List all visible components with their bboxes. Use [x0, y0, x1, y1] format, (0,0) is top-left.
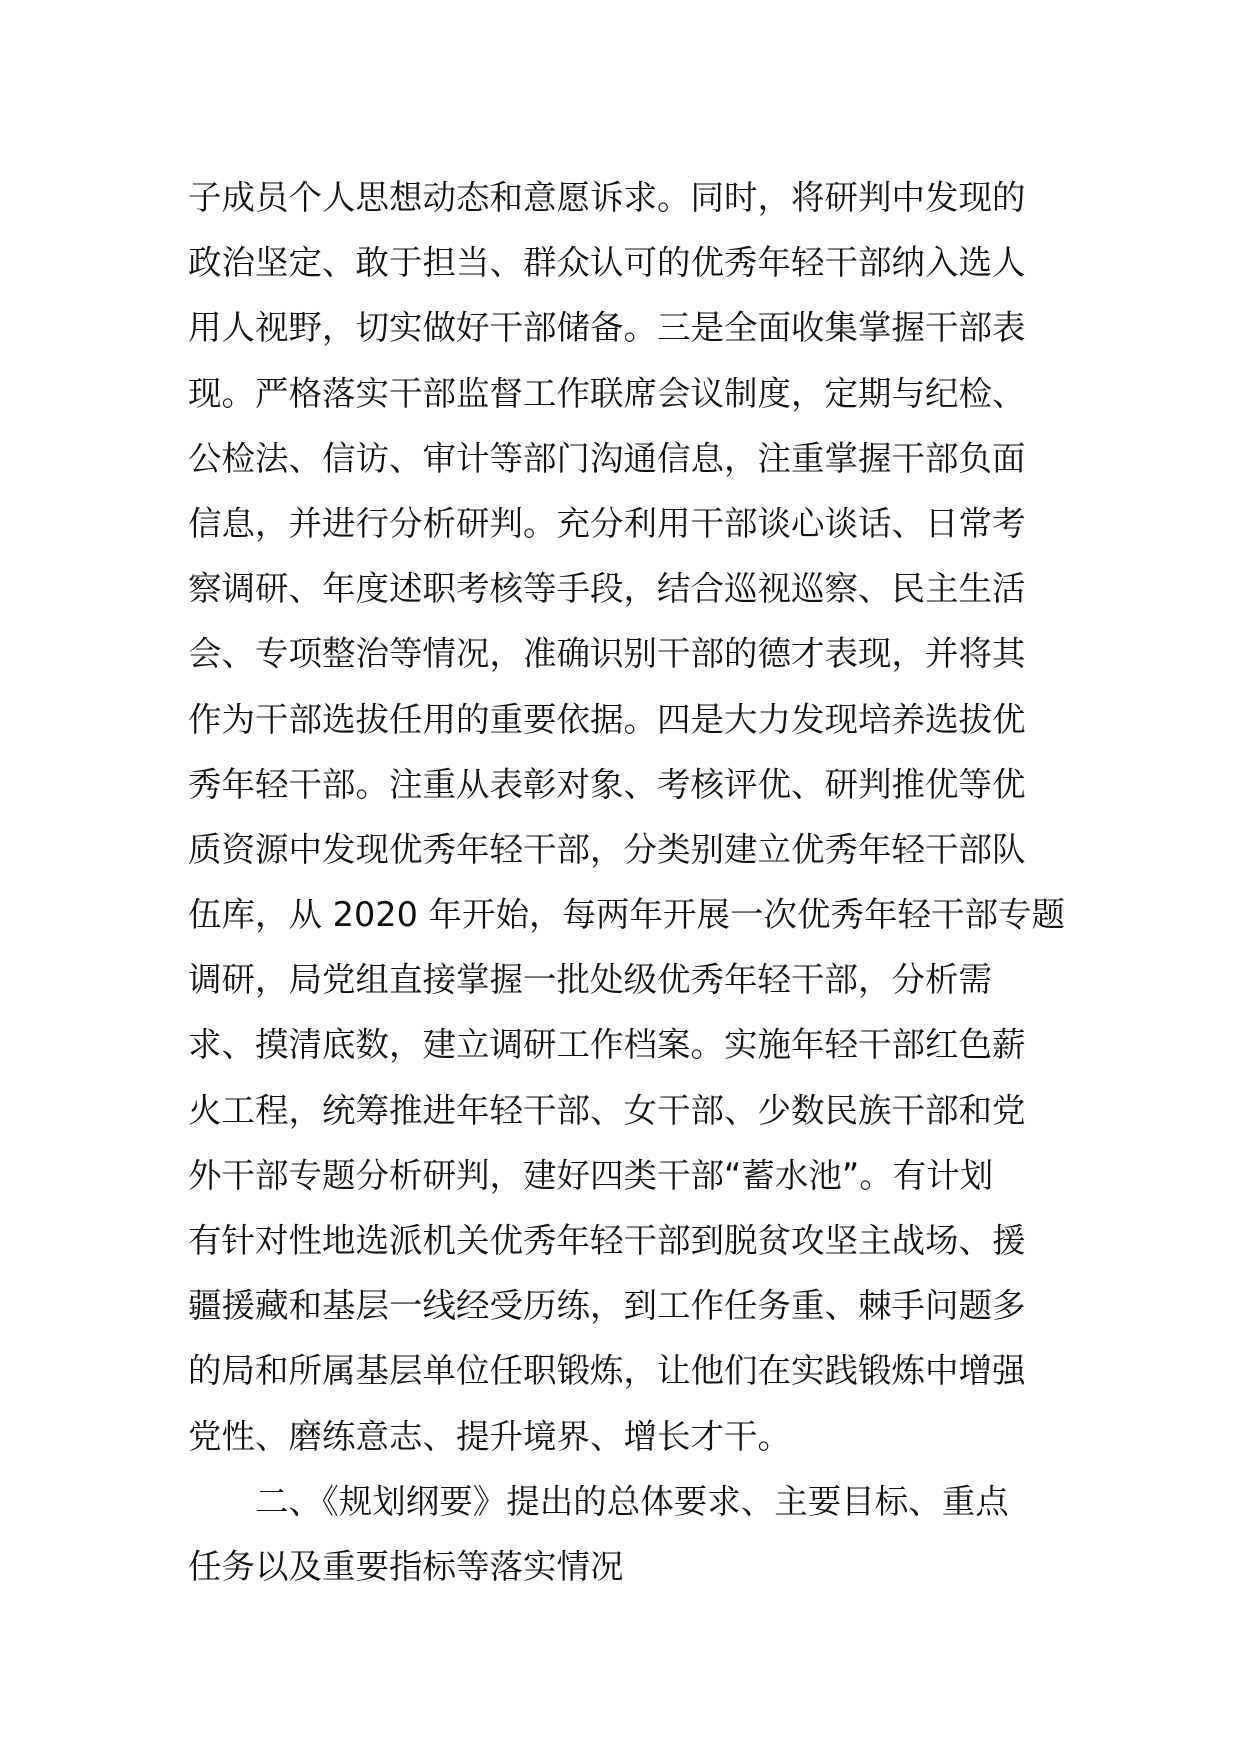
text-line: 伍库，从 2020 年开始，每两年开展一次优秀年轻干部专题 — [188, 895, 1066, 935]
text-line: 作为干部选拔任用的重要依据。四是大力发现培养选拔优 — [188, 699, 1026, 739]
text-line: 子成员个人思想动态和意愿诉求。同时，将研判中发现的 — [188, 178, 1026, 217]
text-line: 外干部专题分析研判，建好四类干部“蓄水池”。有计划 — [188, 1155, 994, 1195]
text-line: 疆援藏和基层一线经受历练，到工作任务重、棘手问题多 — [188, 1286, 1026, 1326]
text-line: 有针对性地选派机关优秀年轻干部到脱贫攻坚主战场、援 — [188, 1221, 1026, 1260]
text-line: 政治坚定、敢于担当、群众认可的优秀年轻干部纳入选人 — [188, 243, 1026, 283]
text-line: 火工程，统筹推进年轻干部、女干部、少数民族干部和党 — [188, 1090, 1026, 1130]
text-line: 用人视野，切实做好干部储备。三是全面收集掌握干部表 — [188, 308, 1026, 348]
section-heading-line: 二、《规划纲要》提出的总体要求、主要目标、重点 — [255, 1481, 1009, 1521]
text-line: 秀年轻干部。注重从表彰对象、考核评优、研判推优等优 — [188, 764, 1026, 804]
text-line: 现。严格落实干部监督工作联席会议制度，定期与纪检、 — [188, 373, 1026, 413]
text-line: 信息，并进行分析研判。充分利用干部谈心谈话、日常考 — [188, 503, 1026, 543]
text-line: 质资源中发现优秀年轻干部，分类别建立优秀年轻干部队 — [188, 829, 1026, 869]
text-line: 求、摸清底数，建立调研工作档案。实施年轻干部红色薪 — [188, 1025, 1026, 1065]
text-line: 察调研、年度述职考核等手段，结合巡视巡察、民主生活 — [188, 569, 1026, 609]
text-line: 调研，局党组直接掌握一批处级优秀年轻干部，分析需 — [188, 960, 992, 1000]
text-line: 会、专项整治等情况，准确识别干部的德才表现，并将其 — [188, 634, 1026, 674]
text-line: 党性、磨练意志、提升境界、增长才干。 — [188, 1416, 791, 1456]
section-heading-line: 任务以及重要指标等落实情况 — [188, 1546, 624, 1586]
body-text — [188, 165, 1068, 1599]
text-line: 的局和所属基层单位任职锻炼，让他们在实践锻炼中增强 — [188, 1351, 1026, 1391]
text-line: 公检法、信访、审计等部门沟通信息，注重掌握干部负面 — [188, 438, 1026, 478]
